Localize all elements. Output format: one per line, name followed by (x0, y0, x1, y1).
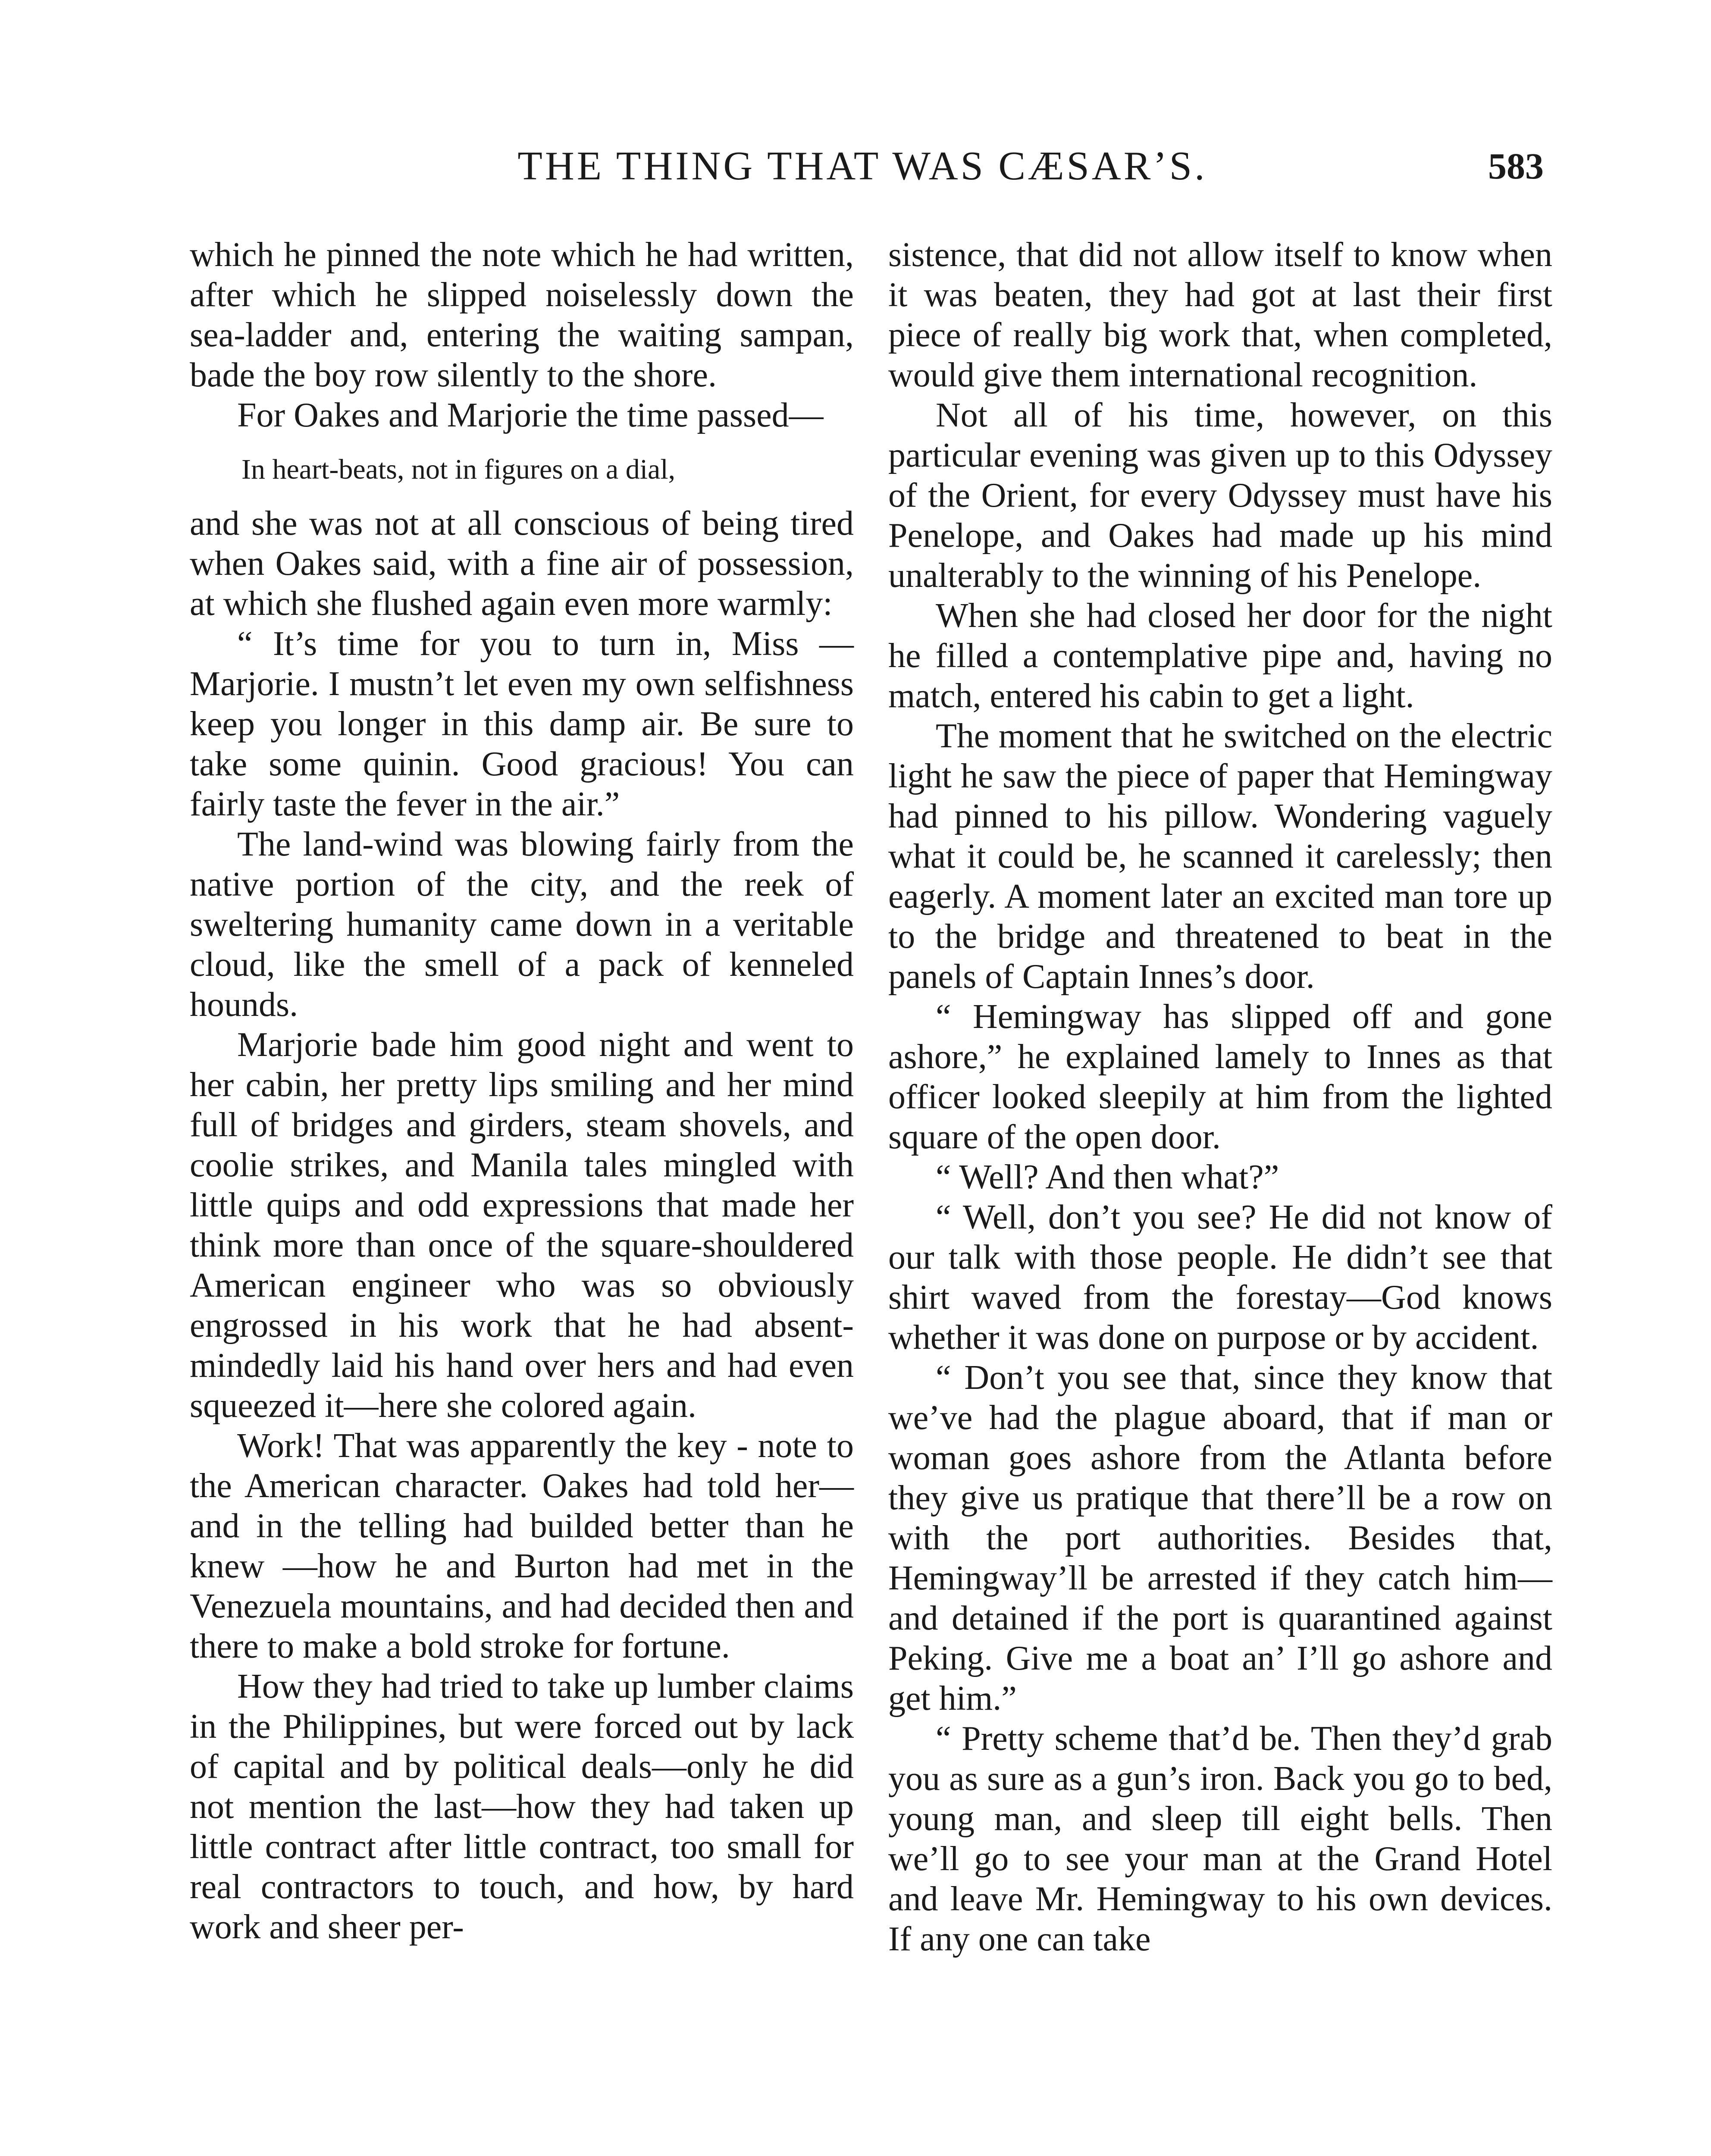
left-column (190, 235, 854, 1947)
paragraph: For Oakes and Marjorie the time passed— (237, 396, 824, 434)
paragraph: Work! That was apparently the key - note to the American character. Oakes had told her—and in the telling had builded better than he knew —how he and Burton had met in the Venezuela mountains, and had decided then and there to make a bold stroke for fortune. (190, 1427, 854, 1665)
running-head (181, 142, 1544, 190)
paragraph: When she had closed her door for the night he filled a contemplative pipe and, having no match, entered his cabin to get a light. (888, 597, 1552, 715)
paragraph: How they had tried to take up lumber claims in the Philippines, but were forced out by lack of capital and by political deals—only he did not mention the last—how they had taken up little contract after little contract, too small for real contractors to touch, and how, by hard work and sheer per- (190, 1667, 854, 1946)
paragraph: The moment that he switched on the electric light he saw the piece of paper that Hemingway had pinned to his pillow. Wondering vaguely what it could be, he scanned it carelessly; then eagerly. A moment later an excited man tore up to the bridge and threatened to beat in the panels of Captain Innes’s door. (888, 717, 1552, 996)
paragraph: “ Don’t you see that, since they know that we’ve had the plague aboard, that if man or woman goes ashore from the Atlanta before they give us pratique that there’ll be a row on with the port authorities. Besides that, Hemingway’ll be arrested if they catch him—and detained if the port is quarantined against Peking. Give me a boat an’ I’ll go ashore and get him.” (888, 1359, 1552, 1717)
paragraph: “ Pretty scheme that’d be. Then they’d grab you as sure as a gun’s iron. Back you go to bed, young man, and sleep till eight bells. Then we’ll go to see your man at the Grand Hotel and leave Mr. Hemingway to his own devices. If any one can take (888, 1720, 1552, 1958)
page-number: 583 (1488, 145, 1544, 187)
paragraph: and she was not at all conscious of being tired when Oakes said, with a fine air of possession, at which she flushed again even more warmly: (190, 505, 854, 623)
paragraph: “ Well? And then what?” (936, 1158, 1279, 1196)
paragraph: “ Hemingway has slipped off and gone ashore,” he explained lamely to Innes as that officer looked sleepily at him from the lighted square of the open door. (888, 998, 1552, 1156)
running-title: THE THING THAT WAS CÆSAR’S. (517, 144, 1207, 188)
paragraph: The land-wind was blowing fairly from the native portion of the city, and the reek of sweltering humanity came down in a veritable cloud, like the smell of a pack of kenneled hounds. (190, 825, 854, 1024)
paragraph: “ It’s time for you to turn in, Miss —Marjorie. I mustn’t let even my own selfishness keep you longer in this damp air. Be sure to take some quinin. Good gracious! You can fairly taste the fever in the air.” (190, 625, 854, 823)
right-column (888, 235, 1552, 1959)
paragraph: sistence, that did not allow itself to know when it was beaten, they had got at last their first piece of really big work that, when completed, would give them international recognition. (888, 236, 1552, 394)
verse-quote: In heart-beats, not in figures on a dial, (241, 454, 676, 485)
paragraph: Not all of his time, however, on this particular evening was given up to this Odyssey of the Orient, for every Odyssey must have his Penelope, and Oakes had made up his mind unalterably to the winning of his Penelope. (888, 396, 1552, 595)
paragraph: Marjorie bade him good night and went to her cabin, her pretty lips smiling and her mind full of bridges and girders, steam shovels, and coolie strikes, and Manila tales mingled with little quips and odd expressions that made her think more than once of the square-shouldered American engineer who was so obviously engrossed in his work that he had absent-mindedly laid his hand over hers and had even squeezed it—here she colored again. (190, 1026, 854, 1425)
paragraph: which he pinned the note which he had written, after which he slipped noiselessly down the sea-ladder and, entering the waiting sampan, bade the boy row silently to the shore. (190, 236, 854, 394)
paragraph: “ Well, don’t you see? He did not know of our talk with those people. He didn’t see that shirt waved from the forestay—God knows whether it was done on purpose or by accident. (888, 1198, 1552, 1357)
